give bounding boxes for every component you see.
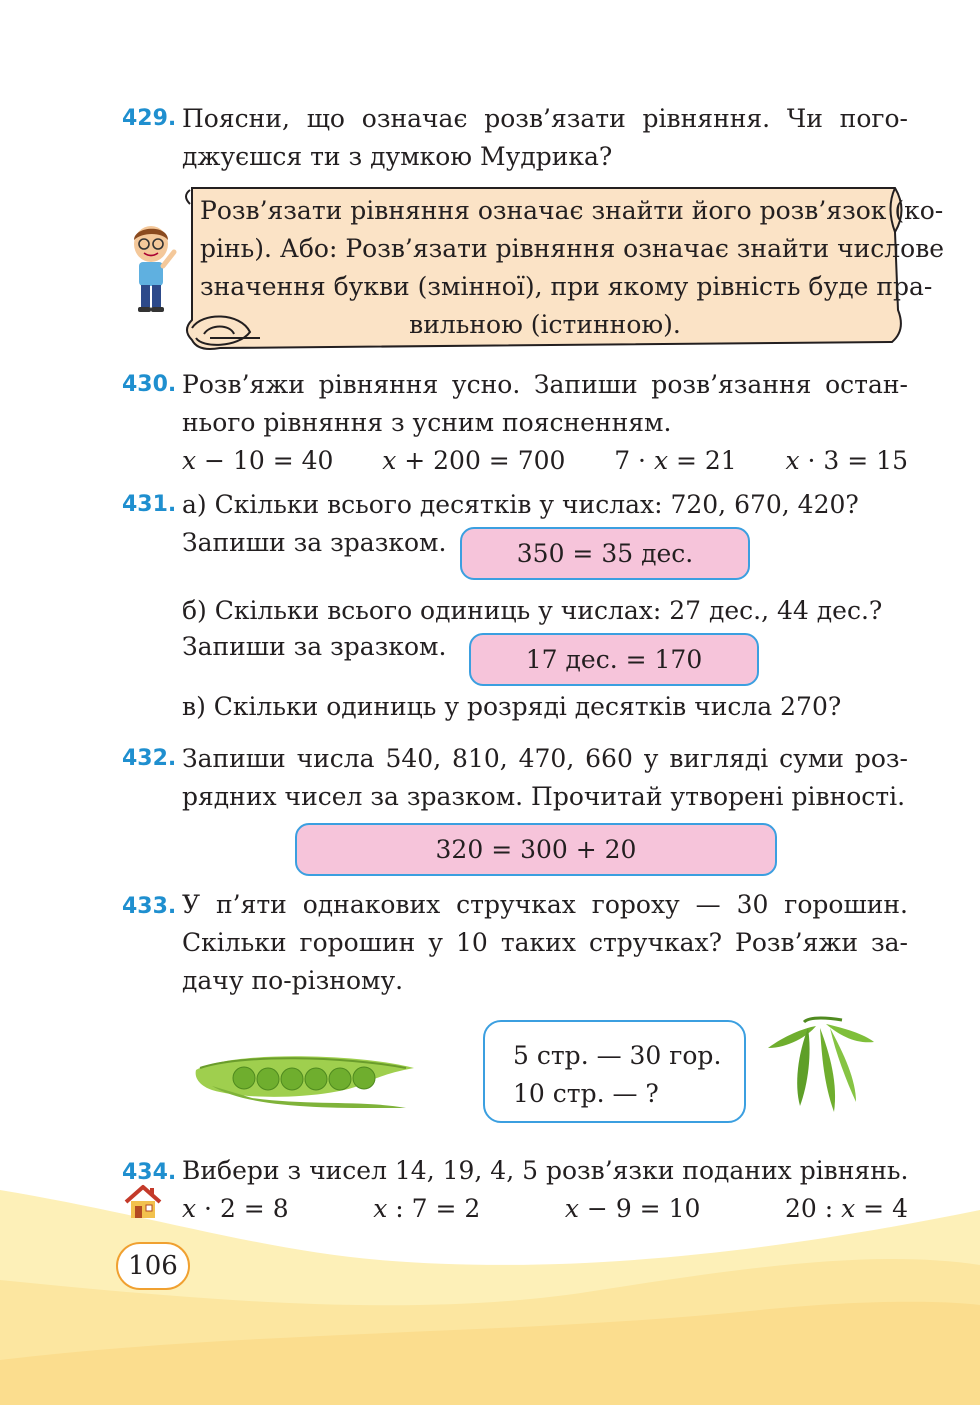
- scroll-text: [200, 192, 945, 344]
- exercise-433-number: 433.: [122, 894, 177, 919]
- exercise-432-line2: рядних чисел за зразком. Прочитай утворені рівності.: [182, 782, 906, 811]
- exercise-430-line2: нього рівняння з усним поясненням.: [182, 408, 672, 437]
- exercise-431-c-line: в) Скільки одиниць у розряді десятків числа 270?: [182, 692, 842, 721]
- exercise-430-number: 430.: [122, 372, 177, 397]
- exercise-434-line1: Вибери з чисел 14, 19, 4, 5 розв’язки поданих рівнянь.: [182, 1156, 909, 1185]
- exercise-434-number: 434.: [122, 1160, 177, 1185]
- pea-pod-icon: [192, 1050, 418, 1114]
- sample-box-432: 320 = 300 + 20: [295, 823, 777, 876]
- exercise-429-number: 429.: [122, 106, 177, 131]
- note-line: 10 стр. — ?: [513, 1079, 659, 1108]
- equation: x − 9 = 10: [564, 1194, 701, 1223]
- exercise-434-equations: [182, 1190, 908, 1228]
- equation: x − 10 = 40: [182, 446, 334, 475]
- sample-box-a: 350 = 35 дес.: [460, 527, 750, 580]
- equation: x : 7 = 2: [373, 1194, 481, 1223]
- exercise-429-line1: Поясни, що означає розв’язати рівняння. Чи пого-: [182, 104, 908, 133]
- exercise-431-b-line1: б) Скільки всього одиниць у числах: 27 дес., 44 дес.?: [182, 596, 883, 625]
- exercise-432-line1: Запиши числа 540, 810, 470, 660 у вигляді суми роз-: [182, 744, 908, 773]
- note-line: 5 стр. — 30 гор.: [513, 1041, 722, 1070]
- condition-note-box: [483, 1020, 746, 1123]
- exercise-431-a-line1: а) Скільки всього десятків у числах: 720, 670, 420?: [182, 490, 859, 519]
- hanging-pods-icon: [764, 1014, 878, 1120]
- exercise-433-line2: Скільки горошин у 10 таких стручках? Розв’яжи за-: [182, 928, 908, 957]
- boy-character-icon: [122, 222, 180, 314]
- scroll-line: Розв’язати рівняння означає знайти його розв’язок (ко-: [200, 196, 944, 225]
- exercise-433-line1: У п’яти однакових стручках гороху — 30 горошин.: [182, 890, 908, 919]
- page-number: 106: [116, 1242, 190, 1290]
- scroll-line: рінь). Або: Розв’язати рівняння означає знайти числове: [200, 234, 945, 263]
- exercise-432-number: 432.: [122, 746, 177, 771]
- equation: 20 : x = 4: [784, 1194, 908, 1223]
- exercise-429-line2: джуєшся ти з думкою Мудрика?: [182, 142, 613, 171]
- equation: x · 3 = 15: [785, 446, 908, 475]
- equation: x + 200 = 700: [382, 446, 566, 475]
- exercise-430-line1: Розв’яжи рівняння усно. Запиши розв’язання остан-: [182, 370, 908, 399]
- equation: 7 · x = 21: [614, 446, 737, 475]
- exercise-431-number: 431.: [122, 492, 177, 517]
- sample-box-b: 17 дес. = 170: [469, 633, 759, 686]
- scroll-line: значення букви (змінної), при якому рівність буде пра-: [200, 272, 933, 301]
- exercise-431-b-line2: Запиши за зразком.: [182, 632, 447, 661]
- exercise-431-a-line2: Запиши за зразком.: [182, 528, 447, 557]
- exercise-430-equations: [182, 442, 908, 480]
- equation: x · 2 = 8: [182, 1194, 289, 1223]
- scroll-line: вильною (істинною).: [409, 310, 681, 339]
- house-icon: [124, 1184, 162, 1220]
- exercise-433-line3: дачу по-різному.: [182, 966, 404, 995]
